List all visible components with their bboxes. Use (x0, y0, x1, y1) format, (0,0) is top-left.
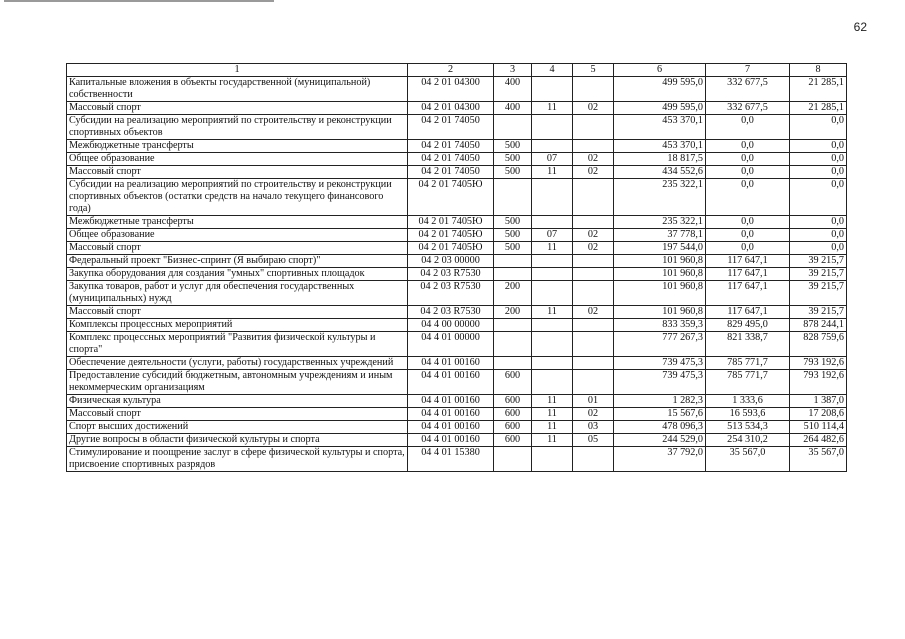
row-name-cell: Массовый спорт (67, 102, 408, 115)
row-col3-cell: 500 (494, 242, 532, 255)
row-col4-cell (532, 115, 573, 140)
header-col-7: 7 (706, 64, 790, 77)
header-col-6: 6 (614, 64, 706, 77)
row-col4-cell (532, 77, 573, 102)
row-col4-cell (532, 447, 573, 472)
row-col3-cell: 500 (494, 166, 532, 179)
row-col3-cell (494, 115, 532, 140)
row-name-cell: Закупка товаров, работ и услуг для обеспечения государственных (муниципальных) нужд (67, 281, 408, 306)
row-col5-cell: 02 (573, 408, 614, 421)
row-value8-cell: 264 482,6 (790, 434, 847, 447)
row-name-cell: Общее образование (67, 229, 408, 242)
row-value6-cell: 235 322,1 (614, 179, 706, 216)
row-col4-cell (532, 268, 573, 281)
table-row (67, 447, 847, 472)
row-value6-cell: 739 475,3 (614, 370, 706, 395)
row-name-cell: Субсидии на реализацию мероприятий по строительству и реконструкции спортивных объектов (67, 115, 408, 140)
row-value6-cell: 18 817,5 (614, 153, 706, 166)
row-code-cell: 04 4 01 00160 (408, 434, 494, 447)
row-value7-cell: 0,0 (706, 115, 790, 140)
row-col4-cell (532, 357, 573, 370)
row-value6-cell: 453 370,1 (614, 115, 706, 140)
row-value6-cell: 197 544,0 (614, 242, 706, 255)
row-value7-cell: 0,0 (706, 166, 790, 179)
row-value6-cell: 235 322,1 (614, 216, 706, 229)
row-value6-cell: 434 552,6 (614, 166, 706, 179)
row-col5-cell (573, 357, 614, 370)
row-col4-cell: 07 (532, 229, 573, 242)
row-col4-cell (532, 255, 573, 268)
row-col4-cell: 11 (532, 306, 573, 319)
row-col5-cell: 01 (573, 395, 614, 408)
row-value6-cell: 478 096,3 (614, 421, 706, 434)
row-value7-cell: 35 567,0 (706, 447, 790, 472)
row-col5-cell (573, 115, 614, 140)
row-value6-cell: 1 282,3 (614, 395, 706, 408)
row-name-cell: Общее образование (67, 153, 408, 166)
row-col5-cell (573, 281, 614, 306)
row-code-cell: 04 4 01 00160 (408, 370, 494, 395)
table-row (67, 281, 847, 306)
row-code-cell: 04 4 01 00160 (408, 421, 494, 434)
row-value7-cell: 0,0 (706, 179, 790, 216)
row-value6-cell: 499 595,0 (614, 77, 706, 102)
row-col3-cell: 200 (494, 281, 532, 306)
header-col-2: 2 (408, 64, 494, 77)
row-col4-cell (532, 370, 573, 395)
row-name-cell: Спорт высших достижений (67, 421, 408, 434)
row-col4-cell (532, 281, 573, 306)
row-col5-cell (573, 319, 614, 332)
row-value8-cell: 39 215,7 (790, 281, 847, 306)
row-value7-cell: 117 647,1 (706, 268, 790, 281)
table-row (67, 242, 847, 255)
row-value8-cell: 0,0 (790, 166, 847, 179)
row-col5-cell: 02 (573, 229, 614, 242)
header-col-3: 3 (494, 64, 532, 77)
row-name-cell: Межбюджетные трансферты (67, 140, 408, 153)
row-name-cell: Межбюджетные трансферты (67, 216, 408, 229)
row-value8-cell: 0,0 (790, 140, 847, 153)
row-code-cell: 04 2 01 04300 (408, 102, 494, 115)
table-row (67, 102, 847, 115)
table-row (67, 115, 847, 140)
row-col3-cell: 600 (494, 370, 532, 395)
row-value7-cell: 0,0 (706, 153, 790, 166)
row-value7-cell: 829 495,0 (706, 319, 790, 332)
row-value7-cell: 117 647,1 (706, 255, 790, 268)
row-col5-cell: 05 (573, 434, 614, 447)
table-row (67, 77, 847, 102)
row-value7-cell: 0,0 (706, 216, 790, 229)
row-col5-cell (573, 370, 614, 395)
row-code-cell: 04 4 01 00160 (408, 408, 494, 421)
row-col5-cell (573, 140, 614, 153)
row-name-cell: Массовый спорт (67, 306, 408, 319)
row-value8-cell: 17 208,6 (790, 408, 847, 421)
row-value7-cell: 16 593,6 (706, 408, 790, 421)
table-row (67, 408, 847, 421)
row-col4-cell (532, 319, 573, 332)
row-col3-cell (494, 268, 532, 281)
row-name-cell: Капитальные вложения в объекты государственной (муниципальной) собственности (67, 77, 408, 102)
row-value8-cell: 828 759,6 (790, 332, 847, 357)
row-value8-cell: 0,0 (790, 216, 847, 229)
row-code-cell: 04 4 01 15380 (408, 447, 494, 472)
row-value7-cell: 513 534,3 (706, 421, 790, 434)
row-col5-cell: 03 (573, 421, 614, 434)
row-value6-cell: 15 567,6 (614, 408, 706, 421)
row-code-cell: 04 2 01 7405Ю (408, 179, 494, 216)
row-col5-cell: 02 (573, 102, 614, 115)
row-code-cell: 04 2 01 7405Ю (408, 242, 494, 255)
row-col5-cell: 02 (573, 306, 614, 319)
row-name-cell: Массовый спорт (67, 408, 408, 421)
row-name-cell: Закупка оборудования для создания "умных" спортивных площадок (67, 268, 408, 281)
header-col-1: 1 (67, 64, 408, 77)
row-col3-cell: 600 (494, 408, 532, 421)
row-col3-cell (494, 357, 532, 370)
row-value7-cell: 332 677,5 (706, 102, 790, 115)
row-value7-cell: 0,0 (706, 229, 790, 242)
row-name-cell: Федеральный проект "Бизнес-спринт (Я выбираю спорт)" (67, 255, 408, 268)
row-value7-cell: 0,0 (706, 140, 790, 153)
row-col3-cell: 600 (494, 421, 532, 434)
row-code-cell: 04 2 01 7405Ю (408, 229, 494, 242)
row-name-cell: Массовый спорт (67, 242, 408, 255)
row-value6-cell: 101 960,8 (614, 281, 706, 306)
row-col4-cell: 11 (532, 166, 573, 179)
table-row (67, 357, 847, 370)
table-row (67, 216, 847, 229)
row-name-cell: Комплексы процессных мероприятий (67, 319, 408, 332)
row-col5-cell: 02 (573, 153, 614, 166)
row-col5-cell (573, 179, 614, 216)
row-col5-cell: 02 (573, 242, 614, 255)
row-col3-cell: 500 (494, 229, 532, 242)
row-value8-cell: 39 215,7 (790, 255, 847, 268)
row-col3-cell: 500 (494, 140, 532, 153)
row-col3-cell (494, 332, 532, 357)
row-value6-cell: 777 267,3 (614, 332, 706, 357)
scan-edge-line (4, 0, 274, 2)
header-col-4: 4 (532, 64, 573, 77)
row-value6-cell: 101 960,8 (614, 255, 706, 268)
row-value8-cell: 0,0 (790, 229, 847, 242)
table-row (67, 421, 847, 434)
row-value8-cell: 21 285,1 (790, 77, 847, 102)
table-row (67, 179, 847, 216)
header-col-8: 8 (790, 64, 847, 77)
row-value6-cell: 244 529,0 (614, 434, 706, 447)
table-row (67, 229, 847, 242)
table-row (67, 268, 847, 281)
row-col5-cell (573, 77, 614, 102)
row-code-cell: 04 2 01 74050 (408, 153, 494, 166)
table-row (67, 370, 847, 395)
row-code-cell: 04 2 03 R7530 (408, 281, 494, 306)
row-value6-cell: 101 960,8 (614, 268, 706, 281)
row-value8-cell: 21 285,1 (790, 102, 847, 115)
row-value7-cell: 1 333,6 (706, 395, 790, 408)
row-col3-cell (494, 447, 532, 472)
row-name-cell: Физическая культура (67, 395, 408, 408)
row-col3-cell: 600 (494, 395, 532, 408)
row-value6-cell: 37 792,0 (614, 447, 706, 472)
row-value6-cell: 37 778,1 (614, 229, 706, 242)
row-value8-cell: 39 215,7 (790, 306, 847, 319)
page-number: 62 (853, 20, 867, 34)
row-value7-cell: 785 771,7 (706, 357, 790, 370)
row-col4-cell: 11 (532, 408, 573, 421)
row-value8-cell: 39 215,7 (790, 268, 847, 281)
row-code-cell: 04 2 03 R7530 (408, 306, 494, 319)
row-value8-cell: 1 387,0 (790, 395, 847, 408)
header-col-5: 5 (573, 64, 614, 77)
row-name-cell: Предоставление субсидий бюджетным, автономным учреждениям и иным некоммерческим организациям (67, 370, 408, 395)
row-value8-cell: 0,0 (790, 153, 847, 166)
table-row (67, 255, 847, 268)
row-code-cell: 04 4 01 00000 (408, 332, 494, 357)
table-row (67, 319, 847, 332)
row-value7-cell: 785 771,7 (706, 370, 790, 395)
row-col5-cell (573, 255, 614, 268)
row-col4-cell (532, 216, 573, 229)
row-col3-cell (494, 319, 532, 332)
row-col5-cell (573, 332, 614, 357)
row-value7-cell: 0,0 (706, 242, 790, 255)
row-col3-cell: 600 (494, 434, 532, 447)
row-code-cell: 04 2 03 R7530 (408, 268, 494, 281)
row-value8-cell: 793 192,6 (790, 357, 847, 370)
table-row (67, 140, 847, 153)
row-value7-cell: 117 647,1 (706, 281, 790, 306)
row-code-cell: 04 4 01 00160 (408, 357, 494, 370)
row-name-cell: Субсидии на реализацию мероприятий по строительству и реконструкции спортивных объектов (остатки средств на начало текущего финансового года) (67, 179, 408, 216)
row-col3-cell: 400 (494, 77, 532, 102)
row-col4-cell: 11 (532, 102, 573, 115)
row-value8-cell: 878 244,1 (790, 319, 847, 332)
row-col3-cell: 500 (494, 216, 532, 229)
budget-table (66, 63, 847, 472)
table-row (67, 395, 847, 408)
header-row (67, 64, 847, 77)
row-col5-cell: 02 (573, 166, 614, 179)
row-value8-cell: 0,0 (790, 115, 847, 140)
row-name-cell: Другие вопросы в области физической культуры и спорта (67, 434, 408, 447)
row-col5-cell (573, 268, 614, 281)
row-name-cell: Комплекс процессных мероприятий "Развития физической культуры и спорта" (67, 332, 408, 357)
row-col4-cell: 07 (532, 153, 573, 166)
row-name-cell: Массовый спорт (67, 166, 408, 179)
row-code-cell: 04 2 01 7405Ю (408, 216, 494, 229)
row-value6-cell: 499 595,0 (614, 102, 706, 115)
row-col3-cell: 500 (494, 153, 532, 166)
row-code-cell: 04 4 01 00160 (408, 395, 494, 408)
row-col3-cell (494, 255, 532, 268)
row-col4-cell (532, 179, 573, 216)
table-row (67, 306, 847, 319)
row-value7-cell: 821 338,7 (706, 332, 790, 357)
row-value8-cell: 510 114,4 (790, 421, 847, 434)
row-code-cell: 04 2 01 74050 (408, 140, 494, 153)
row-col5-cell (573, 447, 614, 472)
row-code-cell: 04 2 03 00000 (408, 255, 494, 268)
row-name-cell: Обеспечение деятельности (услуги, работы) государственных учреждений (67, 357, 408, 370)
row-code-cell: 04 2 01 74050 (408, 166, 494, 179)
row-value7-cell: 117 647,1 (706, 306, 790, 319)
table-row (67, 332, 847, 357)
row-col4-cell (532, 332, 573, 357)
table-row (67, 153, 847, 166)
row-col4-cell (532, 140, 573, 153)
row-code-cell: 04 2 01 74050 (408, 115, 494, 140)
row-code-cell: 04 2 01 04300 (408, 77, 494, 102)
row-col4-cell: 11 (532, 242, 573, 255)
row-col3-cell: 400 (494, 102, 532, 115)
row-value6-cell: 833 359,3 (614, 319, 706, 332)
row-value8-cell: 0,0 (790, 242, 847, 255)
table-body (67, 77, 847, 472)
row-value7-cell: 332 677,5 (706, 77, 790, 102)
row-value8-cell: 0,0 (790, 179, 847, 216)
row-col4-cell: 11 (532, 421, 573, 434)
row-value8-cell: 35 567,0 (790, 447, 847, 472)
row-col3-cell: 200 (494, 306, 532, 319)
row-value6-cell: 739 475,3 (614, 357, 706, 370)
table-row (67, 166, 847, 179)
row-name-cell: Стимулирование и поощрение заслуг в сфере физической культуры и спорта, присвоение спортивных разрядов (67, 447, 408, 472)
row-value6-cell: 101 960,8 (614, 306, 706, 319)
row-value7-cell: 254 310,2 (706, 434, 790, 447)
row-col4-cell: 11 (532, 395, 573, 408)
table-row (67, 434, 847, 447)
row-value8-cell: 793 192,6 (790, 370, 847, 395)
row-code-cell: 04 4 00 00000 (408, 319, 494, 332)
row-col3-cell (494, 179, 532, 216)
row-value6-cell: 453 370,1 (614, 140, 706, 153)
row-col4-cell: 11 (532, 434, 573, 447)
row-col5-cell (573, 216, 614, 229)
